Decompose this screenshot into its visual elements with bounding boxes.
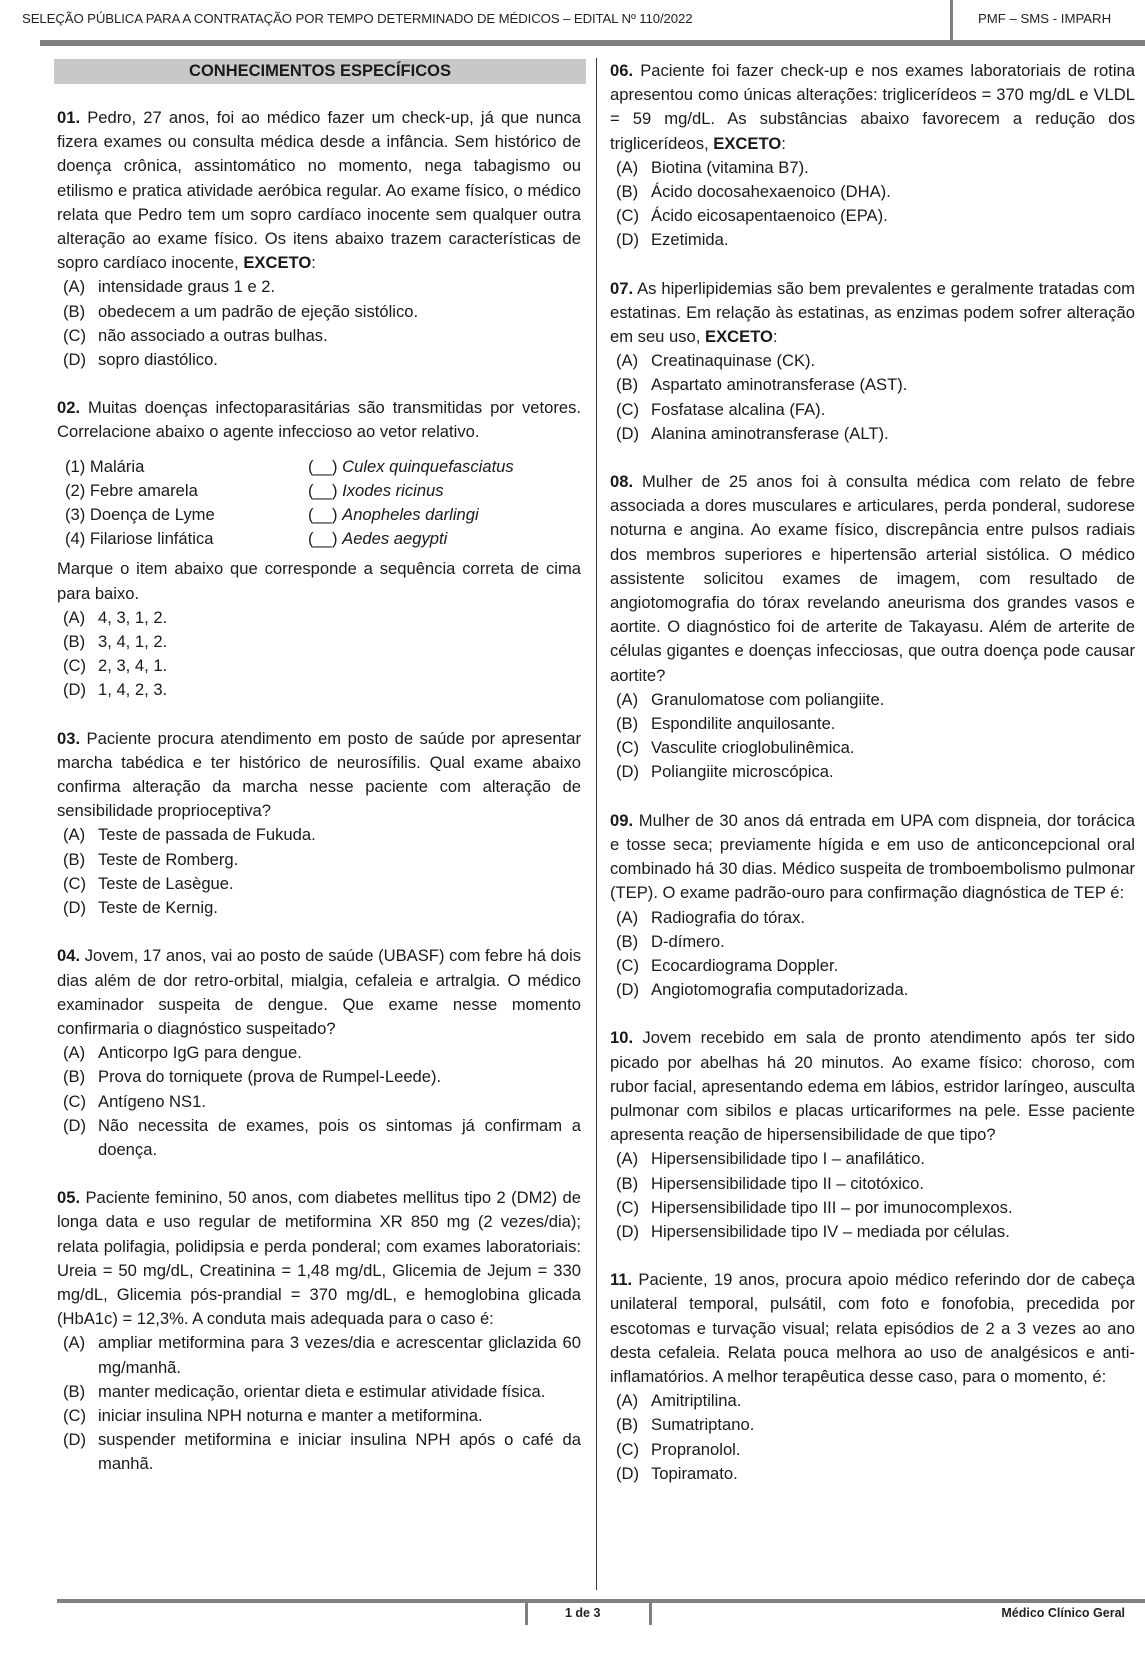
option-b[interactable]: (B) Espondilite anquilosante. [616, 714, 836, 734]
option-d[interactable]: (D) Não necessita de exames, pois os sintomas já confirmam a doença. [63, 1115, 581, 1159]
matching-row: (4) Filariose linfática (__) Aedes aegypti [65, 529, 448, 549]
question-stem: 10. Jovem recebido em sala de pronto atendimento após ter sido picado por abelhas há 20 minutos. Ao exame físico: choroso, com rubor facial, apresentando edema em lábios, estridor laríngeo, ausculta pulmonar com sibilos e placas urticariformes na pele. Esse paciente apresenta reação de hipersensibilidade de que tipo? [610, 1028, 1135, 1145]
option-d[interactable]: (D) Teste de Kernig. [63, 898, 218, 918]
question-number: 11. [610, 1270, 633, 1290]
left-column [57, 106, 581, 1501]
question-number: 01. [57, 108, 81, 127]
option-b[interactable]: (B) Prova do torniquete (prova de Rumpel-Leede). [63, 1067, 442, 1087]
question-number: 04. [57, 946, 81, 966]
matching-row: (2) Febre amarela (__) Ixodes ricinus [65, 480, 444, 500]
matching-row: (1) Malária (__) Culex quinquefasciatus [65, 456, 514, 476]
question-number: 05. [57, 1188, 81, 1208]
emphasis: EXCETO [713, 133, 782, 153]
option-d[interactable]: (D) Angiotomografia computadorizada. [616, 980, 909, 1000]
option-a[interactable]: (A) Granulomatose com poliangiite. [616, 689, 885, 709]
question-number: 07. [610, 278, 634, 298]
option-a[interactable]: (A) Biotina (vitamina B7). [616, 157, 809, 177]
question-09 [610, 809, 1135, 1003]
option-c[interactable]: (C) iniciar insulina NPH noturna e manter a metiformina. [63, 1405, 483, 1425]
option-d[interactable]: (D) Topiramato. [616, 1463, 738, 1483]
option-d[interactable]: (D) 1, 4, 2, 3. [63, 680, 168, 700]
page-header [0, 0, 1145, 46]
header-divider [950, 0, 953, 44]
option-d[interactable]: (D) Ezetimida. [616, 230, 729, 250]
question-stem: 02. Muitas doenças infectoparasitárias são transmitidas por vetores. Correlacione abaixo o agente infeccioso ao vetor relativo. [57, 398, 581, 442]
question-number: 10. [610, 1028, 634, 1048]
option-c[interactable]: (C) Ecocardiograma Doppler. [616, 955, 839, 975]
question-stem: 08. Mulher de 25 anos foi à consulta médica com relato de febre associada a dores musculares e articulares, perda ponderal, sudorese noturna e angina. Ao exame físico, discrepância entre pulsos radiais dos membros superiores e hipertensão arterial sistólica. O médico assistente solicitou exames de imagem, com resultado de angiotomografia do tórax revelando aneurisma dos grandes vasos e aortite. O diagnóstico foi de arterite de Takayasu. Além de arterite de células gigantes e doenças infecciosas, que outra doença pode causar aortite? [610, 472, 1135, 685]
option-c[interactable]: (C) Ácido eicosapentaenoico (EPA). [616, 206, 888, 226]
option-b[interactable]: (B) 3, 4, 1, 2. [63, 632, 168, 652]
question-stem: 11. Paciente, 19 anos, procura apoio médico referindo dor de cabeça unilateral temporal, pulsátil, com foto e fonofobia, precedida por escotomas e turvação visual; relata episódios de 2 a 3 vezes ao ano desta cefaleia. Relata pouca melhora ao uso de analgésicos e anti-inflamatórios. A melhor terapêutica desse caso, para o momento, é: [610, 1270, 1135, 1386]
question-08 [610, 470, 1135, 785]
answer-blank[interactable]: (__) [308, 529, 343, 549]
option-c[interactable]: (C) Teste de Lasègue. [63, 873, 234, 893]
option-d[interactable]: (D) Alanina aminotransferase (ALT). [616, 423, 889, 443]
option-a[interactable]: (A) Teste de passada de Fukuda. [63, 825, 316, 845]
option-b[interactable]: (B) Ácido docosahexaenoico (DHA). [616, 182, 891, 202]
emphasis: EXCETO [705, 327, 773, 347]
organization-label: PMF – SMS - IMPARH [978, 11, 1112, 26]
answer-blank[interactable]: (__) [308, 505, 343, 525]
question-07 [610, 277, 1135, 446]
option-a[interactable]: (A) Hipersensibilidade tipo I – anafilático. [616, 1149, 925, 1169]
option-b[interactable]: (B) D-dímero. [616, 931, 725, 951]
option-c[interactable]: (C) não associado a outras bulhas. [63, 325, 328, 345]
option-b[interactable]: (B) manter medicação, orientar dieta e estimular atividade física. [63, 1381, 546, 1401]
option-c[interactable]: (C) Fosfatase alcalina (FA). [616, 399, 826, 419]
question-01 [57, 106, 581, 372]
question-stem: 07. As hiperlipidemias são bem prevalentes e geralmente tratadas com estatinas. Em relação às estatinas, as enzimas podem sofrer alteração em seu uso, EXCETO: [610, 278, 1135, 347]
option-d[interactable]: (D) Hipersensibilidade tipo IV – mediada por células. [616, 1221, 1010, 1241]
exam-title: SELEÇÃO PÚBLICA PARA A CONTRATAÇÃO POR TEMPO DETERMINADO DE MÉDICOS – EDITAL Nº 110/2022 [22, 11, 693, 26]
footer-divider [649, 1603, 652, 1625]
option-a[interactable]: (A) intensidade graus 1 e 2. [63, 277, 276, 297]
page-number: 1 de 3 [565, 1606, 601, 1620]
question-02 [57, 396, 581, 702]
option-b[interactable]: (B) Aspartato aminotransferase (AST). [616, 375, 908, 395]
option-c[interactable]: (C) Antígeno NS1. [63, 1091, 206, 1111]
question-03 [57, 727, 581, 921]
option-a[interactable]: (A) Amitriptilina. [616, 1391, 742, 1411]
question-stem: 05. Paciente feminino, 50 anos, com diabetes mellitus tipo 2 (DM2) de longa data e uso regular de metiformina XR 850 mg (2 vezes/dia); relata polifagia, polidipsia e perda ponderal; com exames laboratoriais: Ureia = 50 mg/dL, Creatinina = 1,48 mg/dL, Glicemia de Jejum = 330 mg/dL, Glicemia pós-prandial = 370 mg/dL, e hemoglobina glicada (HbA1c) = 12,3%. A conduta mais adequada para o caso é: [57, 1188, 581, 1329]
option-c[interactable]: (C) Vasculite crioglobulinêmica. [616, 738, 855, 758]
option-b[interactable]: (B) Sumatriptano. [616, 1415, 755, 1435]
option-d[interactable]: (D) sopro diastólico. [63, 350, 218, 370]
question-10 [610, 1026, 1135, 1244]
footer-rule [57, 1599, 1145, 1603]
question-number: 03. [57, 728, 81, 748]
matching-table [65, 455, 581, 552]
option-c[interactable]: (C) Propranolol. [616, 1439, 741, 1459]
right-column [610, 59, 1135, 1510]
footer-divider [525, 1603, 528, 1625]
column-divider [596, 58, 597, 1590]
option-b[interactable]: (B) Teste de Romberg. [63, 849, 239, 869]
question-11 [610, 1268, 1135, 1486]
option-b[interactable]: (B) obedecem a um padrão de ejeção sistólico. [63, 301, 419, 321]
option-d[interactable]: (D) Poliangiite microscópica. [616, 762, 834, 782]
question-number: 09. [610, 810, 634, 830]
question-number: 02. [57, 398, 81, 418]
option-c[interactable]: (C) 2, 3, 4, 1. [63, 656, 168, 676]
header-rule [40, 40, 1145, 46]
answer-blank[interactable]: (__) [308, 456, 343, 476]
option-a[interactable]: (A) Radiografia do tórax. [616, 907, 806, 927]
answer-blank[interactable]: (__) [308, 480, 343, 500]
matching-row: (3) Doença de Lyme (__) Anopheles darlingi [65, 505, 479, 525]
question-stem: 01. Pedro, 27 anos, foi ao médico fazer um check-up, já que nunca fizera exames ou consulta médica desde a infância. Sem histórico de doença crônica, assintomático no momento, nega tabagismo ou etilismo e pratica atividade aeróbica regular. Ao exame físico, o médico relata que Pedro tem um sopro cardíaco inocente sem qualquer outra alteração ao exame físico. Os itens abaixo trazem características de sopro cardíaco inocente, EXCETO: [57, 108, 581, 273]
question-06 [610, 59, 1135, 253]
question-stem: 03. Paciente procura atendimento em posto de saúde por apresentar marcha tabédica e ter histórico de neurosífilis. Qual exame abaixo confirma alteração da marcha nesse paciente com alteração de sensibilidade proprioceptiva? [57, 728, 581, 821]
question-number: 06. [610, 61, 634, 80]
question-04 [57, 944, 581, 1162]
question-stem: 06. Paciente foi fazer check-up e nos exames laboratoriais de rotina apresentou como únicas alterações: triglicerídeos = 370 mg/dL e VLDL = 59 mg/dL. As substâncias abaixo favorecem a redução dos triglicerídeos, EXCETO: [610, 61, 1135, 153]
section-title: CONHECIMENTOS ESPECÍFICOS [54, 59, 586, 84]
option-a[interactable]: (A) 4, 3, 1, 2. [63, 607, 168, 627]
option-a[interactable]: (A) Creatinaquinase (CK). [616, 351, 816, 371]
question-number: 08. [610, 472, 634, 492]
option-b[interactable]: (B) Hipersensibilidade tipo II – citotóxico. [616, 1173, 925, 1193]
option-a[interactable]: (A) ampliar metiformina para 3 vezes/dia e acrescentar gliclazida 60 mg/manhã. [63, 1333, 581, 1377]
question-stem: 09. Mulher de 30 anos dá entrada em UPA com dispneia, dor torácica e tosse seca; previamente hígida e em uso de anticoncepcional oral combinado há 30 dias. Médico suspeita de tromboembolismo pulmonar (TEP). O exame padrão-ouro para confirmação diagnóstica de TEP é: [610, 810, 1135, 903]
option-c[interactable]: (C) Hipersensibilidade tipo III – por imunocomplexos. [616, 1197, 1013, 1217]
question-05 [57, 1186, 581, 1476]
option-d[interactable]: (D) suspender metiformina e iniciar insulina NPH após o café da manhã. [63, 1430, 581, 1474]
option-a[interactable]: (A) Anticorpo IgG para dengue. [63, 1043, 302, 1063]
question-stem: 04. Jovem, 17 anos, vai ao posto de saúde (UBASF) com febre há dois dias além de dor retro-orbital, mialgia, cefaleia e artralgia. O médico examinador suspeita de dengue. Que exame nesse momento confirmaria o diagnóstico suspeitado? [57, 946, 581, 1038]
job-role-label: Médico Clínico Geral [1001, 1606, 1125, 1620]
question-instruction: Marque o item abaixo que corresponde a sequência correta de cima para baixo. [57, 559, 581, 603]
emphasis: EXCETO [243, 253, 312, 273]
